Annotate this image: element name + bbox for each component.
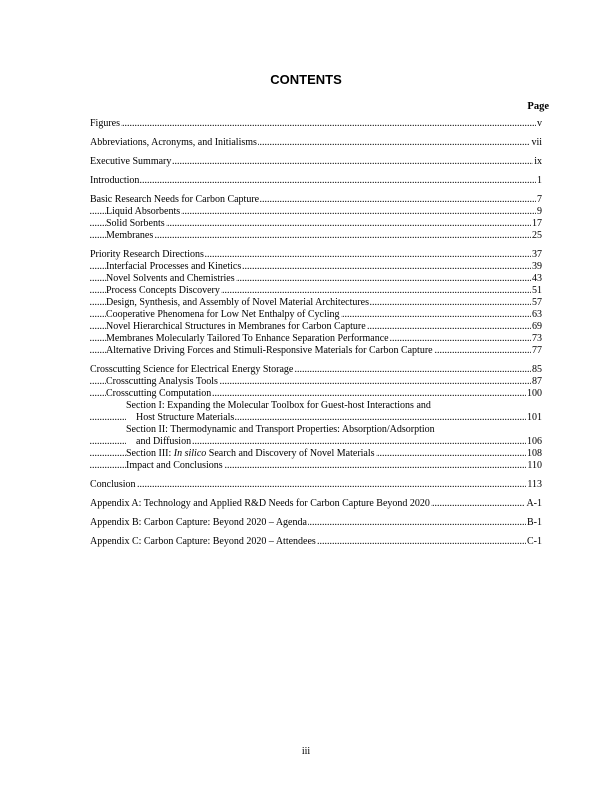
table-of-contents <box>90 118 542 548</box>
page-number: iii <box>301 746 311 757</box>
toc-entry-appendix-b[interactable]: ..... Appendix B: Carbon Capture: Beyond 2020 – Agenda B-1 <box>90 517 542 529</box>
section-ii-line2: and Diffusion <box>136 436 192 447</box>
toc-entry-process-concepts[interactable]: ..... Process Concepts Discovery 51 <box>90 285 542 297</box>
toc-entry-abbreviations[interactable]: ..... Abbreviations, Acronyms, and Initialisms vii <box>90 137 542 149</box>
section-i-line2: Host Structure Materials <box>136 412 235 423</box>
toc-entry-membranes[interactable]: ..... Membranes 25 <box>90 230 542 242</box>
toc-entry-membranes-tailored[interactable]: ..... Membranes Molecularly Tailored To Enhance Separation Performance 73 <box>90 333 542 345</box>
toc-entry-design-synthesis[interactable]: ..... Design, Synthesis, and Assembly of Novel Material Architectures 57 <box>90 297 542 309</box>
toc-entry-priority-research-directions[interactable]: ..... Priority Research Directions 37 <box>90 249 542 261</box>
toc-entry-executive-summary[interactable]: ..... Executive Summary ix <box>90 156 542 168</box>
section-i-line1: Section I: Expanding the Molecular Toolbox for Guest-host Interactions and <box>126 400 431 411</box>
toc-entry-appendix-c[interactable]: ..... Appendix C: Carbon Capture: Beyond 2020 – Attendees C-1 <box>90 536 542 548</box>
toc-entry-liquid-absorbents[interactable]: ..... Liquid Absorbents 9 <box>90 206 542 218</box>
toc-entry-appendix-a[interactable]: ..... Appendix A: Technology and Applied R&D Needs for Carbon Capture Beyond 2020 A-1 <box>90 498 542 510</box>
toc-entry-cooperative-phenomena[interactable]: ..... Cooperative Phenomena for Low Net Enthalpy of Cycling 63 <box>90 309 542 321</box>
toc-entry-crosscutting-science[interactable]: ..... Crosscutting Science for Electrical Energy Storage 85 <box>90 364 542 376</box>
toc-entry-solid-sorbents[interactable]: ..... Solid Sorbents 17 <box>90 218 542 230</box>
section-ii-line1: Section II: Thermodynamic and Transport Properties: Absorption/Adsorption <box>126 424 435 435</box>
toc-entry-crosscutting-computation[interactable]: ..... Crosscutting Computation 100 <box>90 388 542 400</box>
page-title: CONTENTS <box>270 72 342 87</box>
page-column-label: Page <box>527 101 549 112</box>
toc-entry-hierarchical-structures[interactable]: ..... Novel Hierarchical Structures in Membranes for Carbon Capture 69 <box>90 321 542 333</box>
toc-entry-figures[interactable]: ..... Figures v <box>90 118 542 130</box>
toc-entry-section-ii[interactable]: ..... Section II: Thermodynamic and Transport Properties: Absorption/Adsorption and Diffusion 106 <box>90 424 542 448</box>
toc-entry-novel-solvents[interactable]: ..... Novel Solvents and Chemistries 43 <box>90 273 542 285</box>
toc-entry-interfacial-processes[interactable]: ..... Interfacial Processes and Kinetics 39 <box>90 261 542 273</box>
toc-entry-alternative-driving-forces[interactable]: ..... Alternative Driving Forces and Stimuli-Responsive Materials for Carbon Capture 77 <box>90 345 542 357</box>
toc-entry-section-i[interactable]: ..... Section I: Expanding the Molecular Toolbox for Guest-host Interactions and Host Structure Materials 101 <box>90 400 542 424</box>
toc-entry-introduction[interactable]: ..... Introduction 1 <box>90 175 542 187</box>
toc-entry-basic-research-needs[interactable]: ..... Basic Research Needs for Carbon Capture 7 <box>90 194 542 206</box>
toc-entry-conclusion[interactable]: ..... Conclusion 113 <box>90 479 542 491</box>
toc-entry-crosscutting-analysis[interactable]: ..... Crosscutting Analysis Tools 87 <box>90 376 542 388</box>
toc-entry-impact-conclusions[interactable]: ..... Impact and Conclusions 110 <box>90 460 542 472</box>
toc-entry-section-iii[interactable]: ..... Section III: In silico Search and Discovery of Novel Materials 108 <box>90 448 542 460</box>
